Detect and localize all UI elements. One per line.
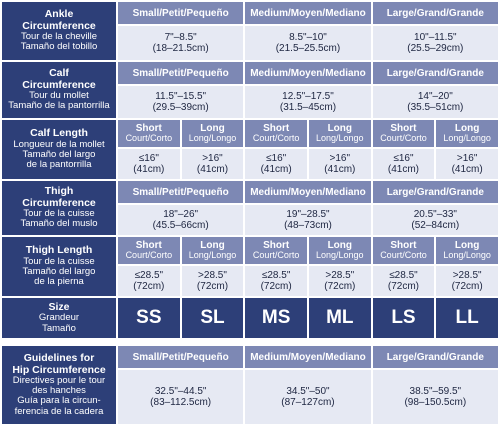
hip-header-row	[2, 346, 498, 368]
thigh-length-value: >28.5" (72cm)	[182, 266, 244, 296]
ankle-value-large: 10"–11.5" (25.5–29cm)	[373, 26, 498, 60]
length-header: Long Long/Longo	[436, 237, 498, 264]
ankle-value-medium: 8.5"–10" (21.5–25.5cm)	[245, 26, 370, 60]
size-header-medium: Medium/Moyen/Mediano	[245, 181, 370, 203]
calf-length-value: ≤16" (41cm)	[245, 149, 307, 179]
calf-value-large: 14"–20" (35.5–51cm)	[373, 86, 498, 118]
size-code-ss: SS	[118, 298, 180, 338]
thigh-header-row	[2, 181, 498, 203]
size-header-large: Large/Grand/Grande	[373, 62, 498, 84]
length-header: Short Court/Corto	[373, 120, 435, 147]
size-code-ml: ML	[309, 298, 371, 338]
length-header: Long Long/Longo	[182, 237, 244, 264]
thigh-length-value: >28.5" (72cm)	[309, 266, 371, 296]
thigh-length-value: ≤28.5" (72cm)	[245, 266, 307, 296]
length-header: Short Court/Corto	[245, 237, 307, 264]
size-header-small: Small/Petit/Pequeño	[118, 62, 243, 84]
hip-label: Guidelines for Hip Circumference Directives pour le tour des hanches Guía para la circun- ferencia de la cadera	[2, 346, 116, 424]
calf-label: Calf Circumference Tour du mollet Tamaño de la pantorrilla	[2, 62, 116, 118]
thigh-length-value: ≤28.5" (72cm)	[373, 266, 435, 296]
hip-value-large: 38.5"–59.5" (98–150.5cm)	[373, 370, 498, 424]
thigh-length-value: >28.5" (72cm)	[436, 266, 498, 296]
size-code-ls: LS	[373, 298, 435, 338]
length-header: Short Court/Corto	[245, 120, 307, 147]
ankle-label: Ankle Circumference Tour de la cheville Tamaño del tobillo	[2, 2, 116, 60]
size-header-large: Large/Grand/Grande	[373, 181, 498, 203]
size-code-ll: LL	[436, 298, 498, 338]
size-header-small: Small/Petit/Pequeño	[118, 181, 243, 203]
calf-value-small: 11.5"–15.5" (29.5–39cm)	[118, 86, 243, 118]
section-gap	[2, 340, 498, 344]
thigh-length-label: Thigh Length Tour de la cuisse Tamaño del largo de la pierna	[2, 237, 116, 296]
size-header-medium: Medium/Moyen/Mediano	[245, 62, 370, 84]
size-code-ms: MS	[245, 298, 307, 338]
thigh-label: Thigh Circumference Tour de la cuisse Tamaño del muslo	[2, 181, 116, 235]
length-header: Long Long/Longo	[309, 237, 371, 264]
thigh-value-small: 18"–26" (45.5–66cm)	[118, 205, 243, 235]
calf-header-row	[2, 62, 498, 84]
thigh-value-medium: 19"–28.5" (48–73cm)	[245, 205, 370, 235]
size-code-sl: SL	[182, 298, 244, 338]
thigh-length-value: ≤28.5" (72cm)	[118, 266, 180, 296]
length-header: Short Court/Corto	[373, 237, 435, 264]
calf-value-medium: 12.5"–17.5" (31.5–45cm)	[245, 86, 370, 118]
thigh-length-header-row	[2, 237, 498, 264]
length-header: Long Long/Longo	[436, 120, 498, 147]
calf-length-value: >16" (41cm)	[182, 149, 244, 179]
hip-value-small: 32.5"–44.5" (83–112.5cm)	[118, 370, 243, 424]
calf-length-value: >16" (41cm)	[436, 149, 498, 179]
size-header-large: Large/Grand/Grande	[373, 2, 498, 24]
size-header-large: Large/Grand/Grande	[373, 346, 498, 368]
calf-length-label: Calf Length Longueur de la mollet Tamaño del largo de la pantorrilla	[2, 120, 116, 179]
length-header: Short Court/Corto	[118, 120, 180, 147]
size-label: Size Grandeur Tamaño	[2, 298, 116, 338]
size-row	[2, 298, 498, 338]
size-header-medium: Medium/Moyen/Mediano	[245, 2, 370, 24]
ankle-value-small: 7"–8.5" (18–21.5cm)	[118, 26, 243, 60]
calf-length-header-row	[2, 120, 498, 147]
length-header: Short Court/Corto	[118, 237, 180, 264]
length-header: Long Long/Longo	[182, 120, 244, 147]
thigh-value-large: 20.5"–33" (52–84cm)	[373, 205, 498, 235]
ankle-header-row	[2, 2, 498, 24]
hip-value-medium: 34.5"–50" (87–127cm)	[245, 370, 370, 424]
calf-length-value: ≤16" (41cm)	[118, 149, 180, 179]
size-header-small: Small/Petit/Pequeño	[118, 346, 243, 368]
size-header-small: Small/Petit/Pequeño	[118, 2, 243, 24]
calf-length-value: >16" (41cm)	[309, 149, 371, 179]
calf-length-value: ≤16" (41cm)	[373, 149, 435, 179]
size-header-medium: Medium/Moyen/Mediano	[245, 346, 370, 368]
length-header: Long Long/Longo	[309, 120, 371, 147]
